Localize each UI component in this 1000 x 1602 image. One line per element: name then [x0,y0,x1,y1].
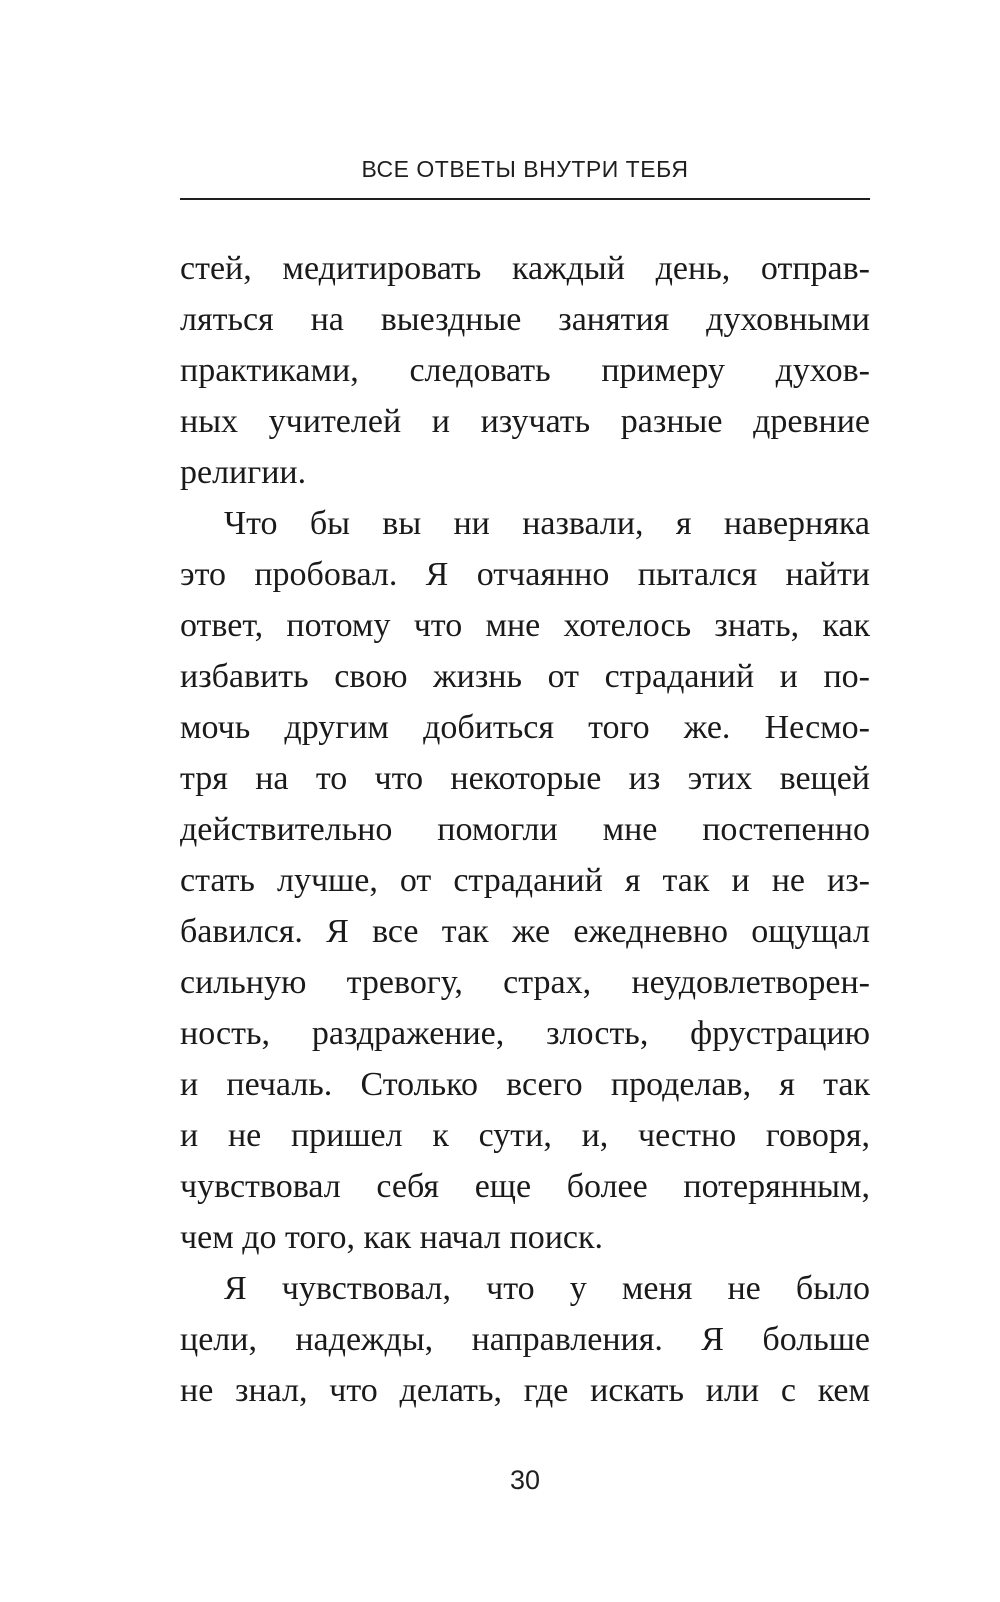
text-line: ответ, потому что мне хотелось знать, как [180,607,870,644]
text-line: практиками, следовать примеру духов- [180,352,870,389]
text-line: чем до того, как начал поиск. [180,1219,604,1256]
header-rule [180,198,870,200]
paragraph-2 [180,498,870,1263]
text-line: ность, раздражение, злость, фрустрацию [180,1015,870,1052]
paragraph-1 [180,243,870,498]
text-line: чувствовал себя еще более потерянным, [180,1168,870,1205]
page-number: 30 [509,1465,541,1495]
text-line: и печаль. Столько всего проделав, я так [180,1066,870,1103]
text-line: избавить свою жизнь от страданий и по- [180,658,870,695]
text-line: тря на то что некоторые из этих вещей [180,760,870,797]
paragraph-3 [180,1263,870,1416]
text-line: не знал, что делать, где искать или с кем [180,1372,870,1409]
text-line: Что бы вы ни назвали, я наверняка [224,505,870,542]
text-line: это пробовал. Я отчаянно пытался найти [180,556,870,593]
text-line: бавился. Я все так же ежедневно ощущал [180,913,870,950]
text-line: ляться на выездные занятия духовными [180,301,870,338]
text-line: цели, надежды, направления. Я больше [180,1321,870,1358]
text-line: ных учителей и изучать разные древние [180,403,870,440]
running-head: ВСЕ ОТВЕТЫ ВНУТРИ ТЕБЯ [361,156,689,182]
text-line: стей, медитировать каждый день, отправ- [180,250,870,287]
text-line: Я чувствовал, что у меня не было [224,1270,870,1307]
text-line: действительно помогли мне постепенно [180,811,870,848]
text-line: мочь другим добиться того же. Несмо- [180,709,870,746]
text-line: стать лучше, от страданий я так и не из- [180,862,870,899]
text-line: и не пришел к сути, и, честно говоря, [180,1117,870,1154]
text-line: сильную тревогу, страх, неудовлетворен- [180,964,870,1001]
body-text [180,243,870,1416]
text-line: религии. [180,454,307,491]
